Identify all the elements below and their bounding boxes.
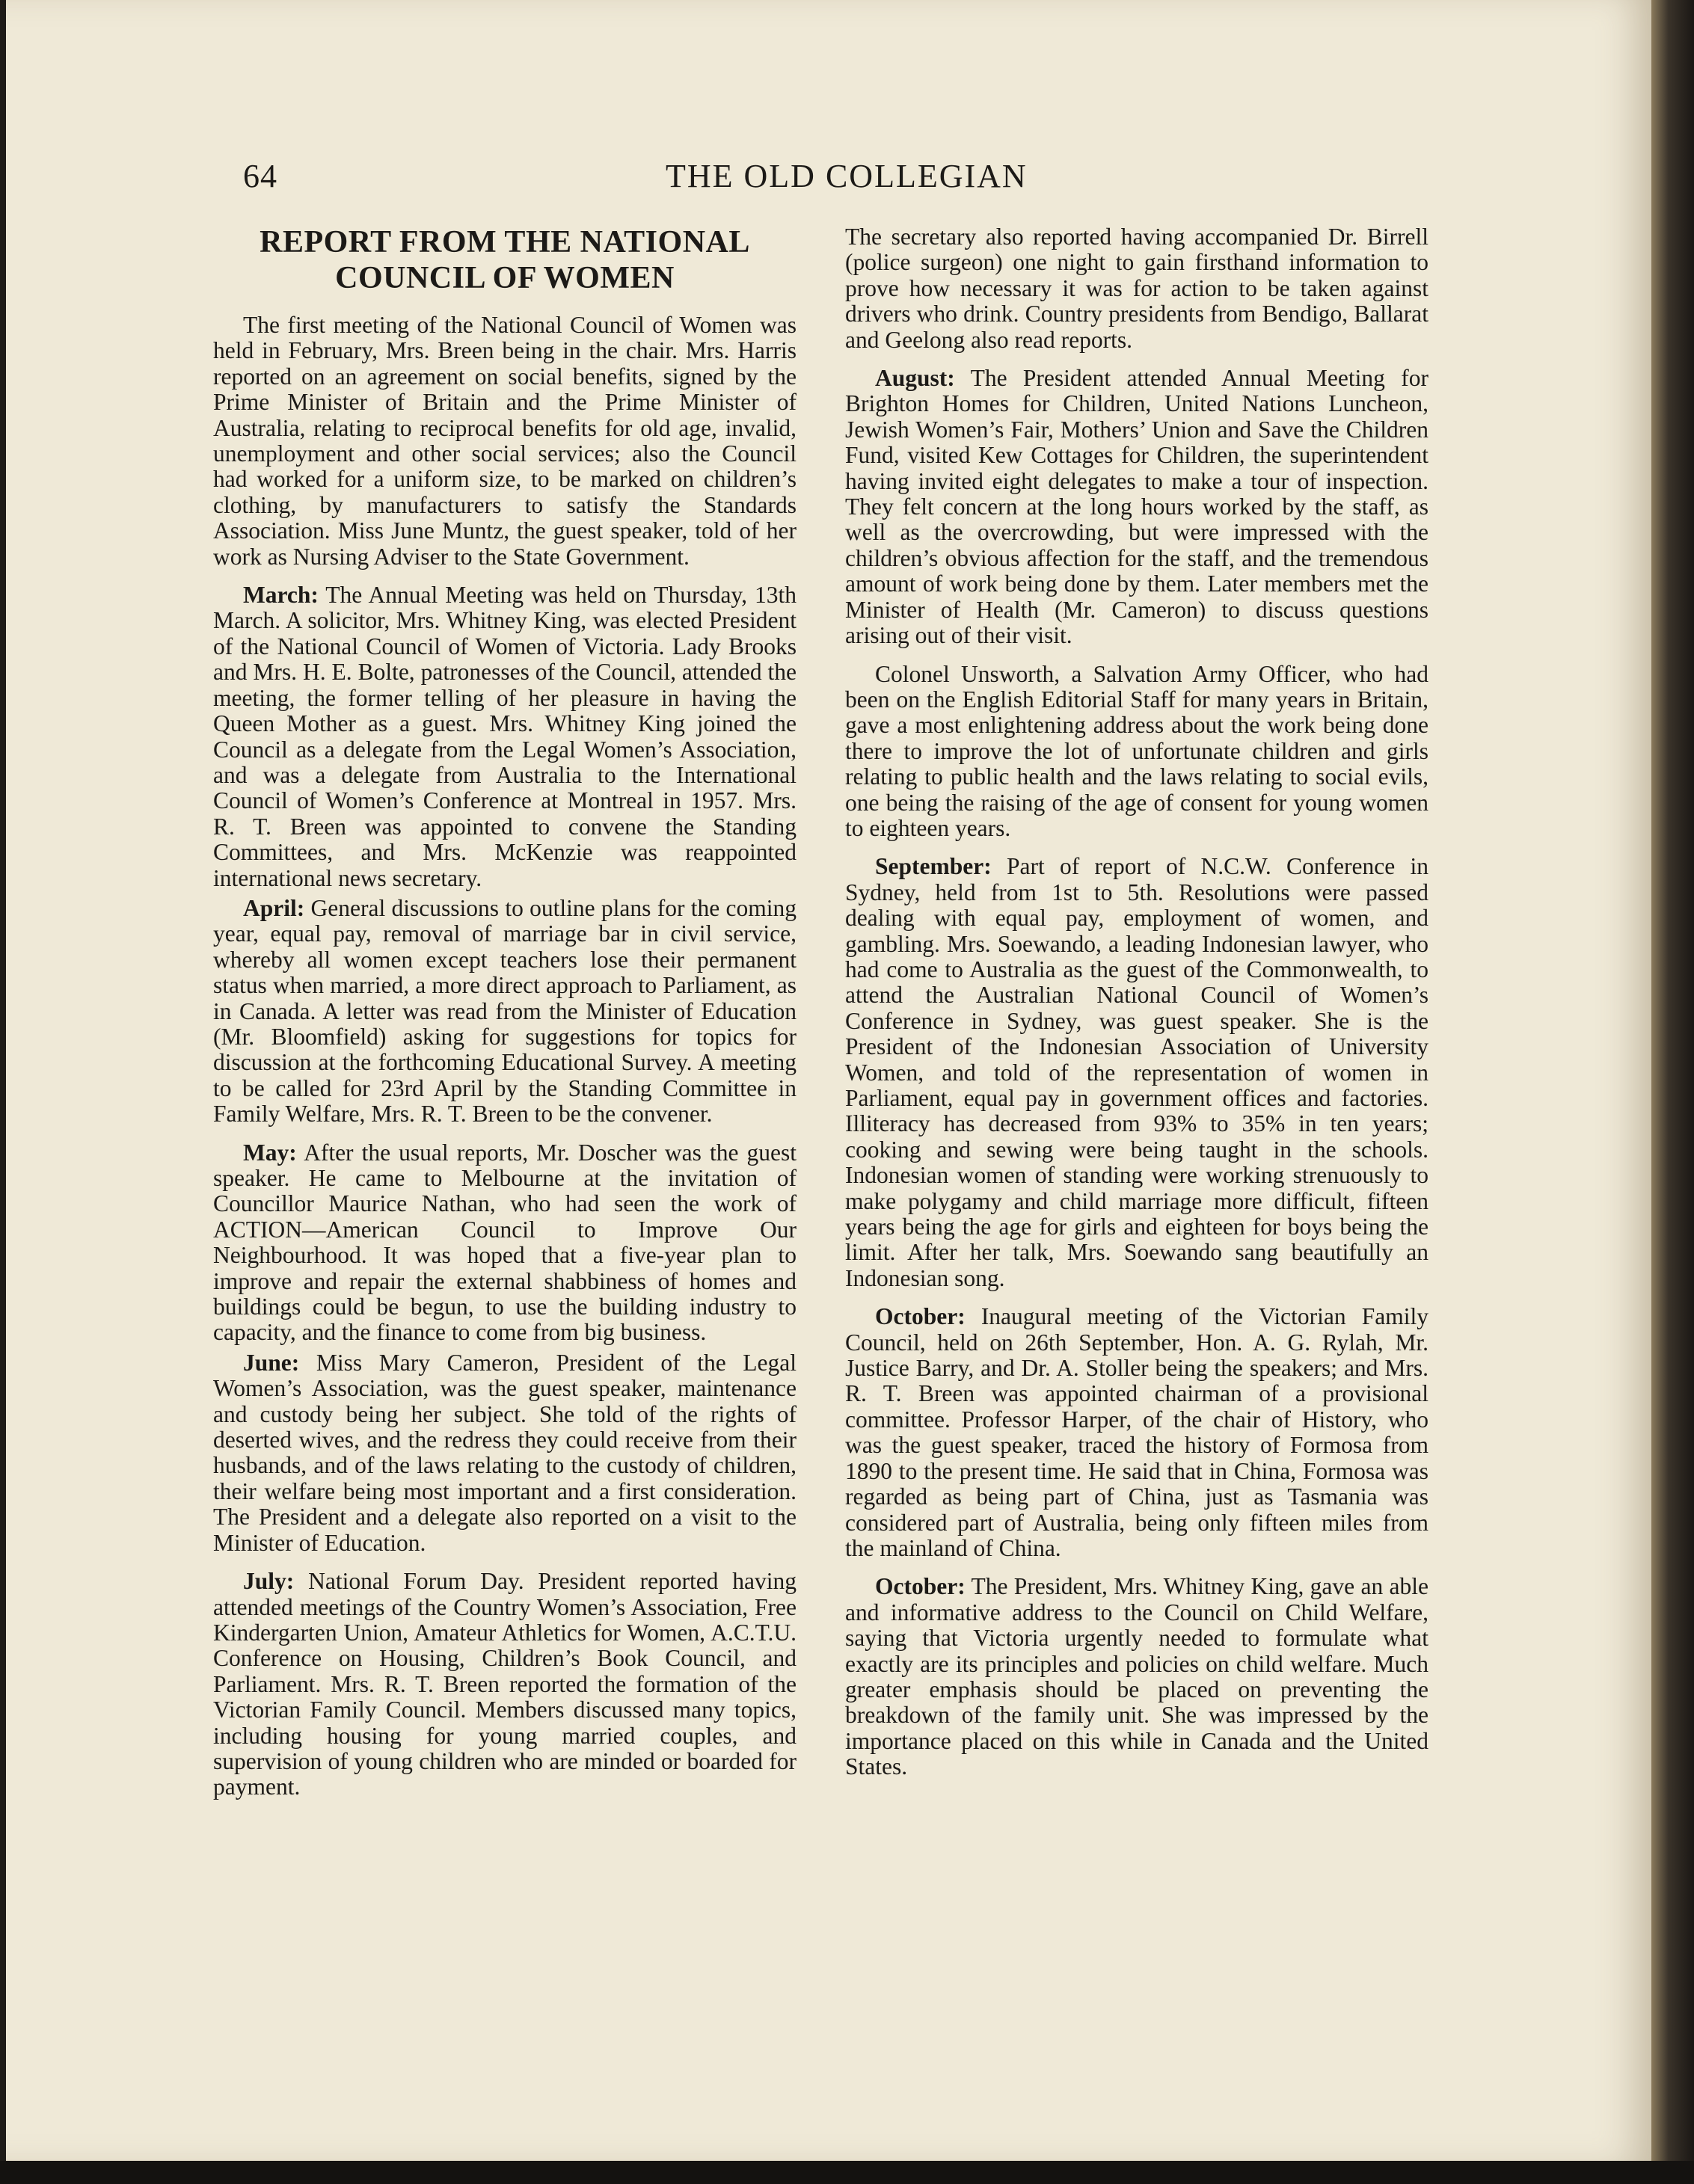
page-edge-left xyxy=(0,0,6,2184)
july-paragraph xyxy=(213,1569,797,1800)
june-label: June: xyxy=(243,1349,300,1376)
june-paragraph xyxy=(213,1350,797,1556)
intro-paragraph xyxy=(213,313,797,570)
october-label-1: October: xyxy=(875,1303,966,1330)
october-label-2: October: xyxy=(875,1573,966,1600)
article-title: REPORT FROM THE NATIONAL COUNCIL OF WOMEN xyxy=(260,225,750,295)
october-text-1: Inaugural meeting of the Victorian Family Council, held on 26th September, Hon. A. G. Rylah, Mr. Justice Barry, and Dr. A. Stoller being the speakers; and Mrs. R. T. Breen was appointed chairman of a provisional committee. Professor Harper, of the chair of History, who was the guest speaker, traced the history of Formosa from 1890 to the present time. He said that in China, Formosa was regarded as being part of China, just as Tasmania was considered part of Australia, being only fifteen miles from the mainland of China. xyxy=(845,1303,1428,1561)
may-text: After the usual reports, Mr. Doscher was the guest speaker. He came to Melbourne at the invitation of Councillor Maurice Nathan, who had seen the work of ACTION—American Council to Improve Our Neighbourhood. It was hoped that a five-year plan to improve and repair the external shabbiness of homes and buildings could be begun, to use the building industry to capacity, and the finance to come from big business. xyxy=(213,1139,797,1346)
july-label: July: xyxy=(243,1568,295,1595)
september-paragraph xyxy=(845,854,1428,1291)
october-paragraph-2 xyxy=(845,1574,1428,1780)
july-continuation-text: The secretary also reported having accompanied Dr. Birrell (police surgeon) one night to gain firsthand information to prove how necessary it was for action to be taken against drivers who drink. Country presidents from Bendigo, Ballarat and Geelong also read reports. xyxy=(845,224,1428,353)
june-text: Miss Mary Cameron, President of the Legal Women’s Association, was the guest speaker, maintenance and custody being her subject. She told of the rights of deserted wives, and the redress they could receive from their husbands, and of the laws relating to the custody of children, their welfare being most important and a first consideration. The President and a delegate also reported on a visit to the Minister of Education. xyxy=(213,1349,797,1556)
august-text: The President attended Annual Meeting for Brighton Homes for Children, United Nations Luncheon, Jewish Women’s Fair, Mothers’ Union and Save the Children Fund, visited Kew Cottages for Children, the superintendent having invited eight delegates to make a tour of inspection. They felt concern at the long hours worked by the staff, as well as the overcrowding, but were impressed with the children’s obvious affection for the staff, and the tremendous amount of work being done by them. Later members met the Minister of Health (Mr. Cameron) to discuss questions arising out of their visit. xyxy=(845,365,1428,649)
running-header xyxy=(243,157,1451,194)
column-left xyxy=(213,224,797,1813)
august-label: August: xyxy=(875,365,955,392)
april-text: General discussions to outline plans for the coming year, equal pay, removal of marriage bar in civil service, whereby all women except teachers lose their permanent status when married, a more direct approach to Parliament, as in Canada. A letter was read from the Minister of Education (Mr. Bloomfield) asking for suggestions for topics for discussion at the forthcoming Educational Survey. A meeting to be called for 23rd April by the Standing Committee in Family Welfare, Mrs. R. T. Breen to be the convener. xyxy=(213,894,797,1128)
october-paragraph-1 xyxy=(845,1304,1428,1561)
march-label: March: xyxy=(243,582,319,609)
july-text: National Forum Day. President reported having attended meetings of the Country Women’s Association, Free Kindergarten Union, Amateur Athletics for Women, A.C.T.U. Conference on Housing, Children’s Book Council, and Parliament. Mrs. R. T. Breen reported the formation of the Victorian Family Council. Members discussed many topics, including housing for young married couples, and supervision of young children who are minded or boarded for payment. xyxy=(213,1568,797,1800)
unsworth-text: Colonel Unsworth, a Salvation Army Officer, who had been on the English Editorial Staff for many years in Britain, gave a most enlightening address about the work being done there to improve the lot of unfortunate children and girls relating to public health and the laws relating to social evils, one being the raising of the age of consent for young women to eighteen years. xyxy=(845,660,1428,841)
march-paragraph xyxy=(213,582,797,891)
july-continuation-paragraph xyxy=(845,224,1428,353)
unsworth-paragraph xyxy=(845,662,1428,842)
august-paragraph xyxy=(845,366,1428,648)
march-text: The Annual Meeting was held on Thursday, 13th March. A solicitor, Mrs. Whitney King, was elected President of the National Council of Women of Victoria. Lady Brooks and Mrs. H. E. Bolte, patronesses of the Council, attended the meeting, the former telling of her pleasure in having the Queen Mother as a guest. Mrs. Whitney King joined the Council as a delegate from the Legal Women’s Association, and was a delegate from Australia to the International Council of Women’s Conference at Montreal in 1957. Mrs. R. T. Breen was appointed to convene the Standing Committees, and Mrs. McKenzie was reappointed international news secretary. xyxy=(213,582,797,891)
page-number: 64 xyxy=(243,158,277,194)
october-text-2: The President, Mrs. Whitney King, gave an able and informative address to the Council on Child Welfare, saying that Victoria urgently needed to formulate what exactly are its principles and policies on child welfare. Much greater emphasis should be placed on preventing the breakdown of the family unit. She was impressed by the importance placed on this while in Canada and the United States. xyxy=(845,1573,1428,1780)
scan-bottom-edge xyxy=(0,2161,1694,2184)
april-label: April: xyxy=(243,894,305,921)
journal-title: THE OLD COLLEGIAN xyxy=(666,158,1028,194)
may-paragraph xyxy=(213,1140,797,1346)
may-label: May: xyxy=(243,1139,297,1166)
book-gutter xyxy=(1651,0,1694,2184)
intro-text: The first meeting of the National Council of Women was held in February, Mrs. Breen being in the chair. Mrs. Harris reported on an agreement on social benefits, signed by the Prime Minister of Britain and the Prime Minister of Australia, relating to reciprocal benefits for old age, invalid, unemployment and other social services; also the Council had worked for a uniform size, to be marked on children’s clothing, by manufacturers to satisfy the Standards Association. Miss June Muntz, the guest speaker, told of her work as Nursing Adviser to the State Government. xyxy=(213,312,797,570)
september-text: Part of report of N.C.W. Conference in Sydney, held from 1st to 5th. Resolutions were passed dealing with equal pay, employment of women, and gambling. Mrs. Soewando, a leading Indonesian lawyer, who had come to Australia as the guest of the Commonwealth, to attend the Australian National Council of Women’s Conference in Sydney, was guest speaker. She is the President of the Indonesian Association of University Women, and told of the representation of women in Parliament, equal pay in government offices and factories. Illiteracy has decreased from 93% to 35% in ten years; cooking and sewing were being taught in the schools. Indonesian women of standing were working strenuously to make polygamy and child marriage more difficult, fifteen years being the age for girls and eighteen for boys being the limit. After her talk, Mrs. Soewando sang beautifully an Indonesian song. xyxy=(845,853,1428,1291)
column-right xyxy=(845,224,1428,1793)
september-label: September: xyxy=(875,853,992,880)
april-paragraph xyxy=(213,896,797,1128)
